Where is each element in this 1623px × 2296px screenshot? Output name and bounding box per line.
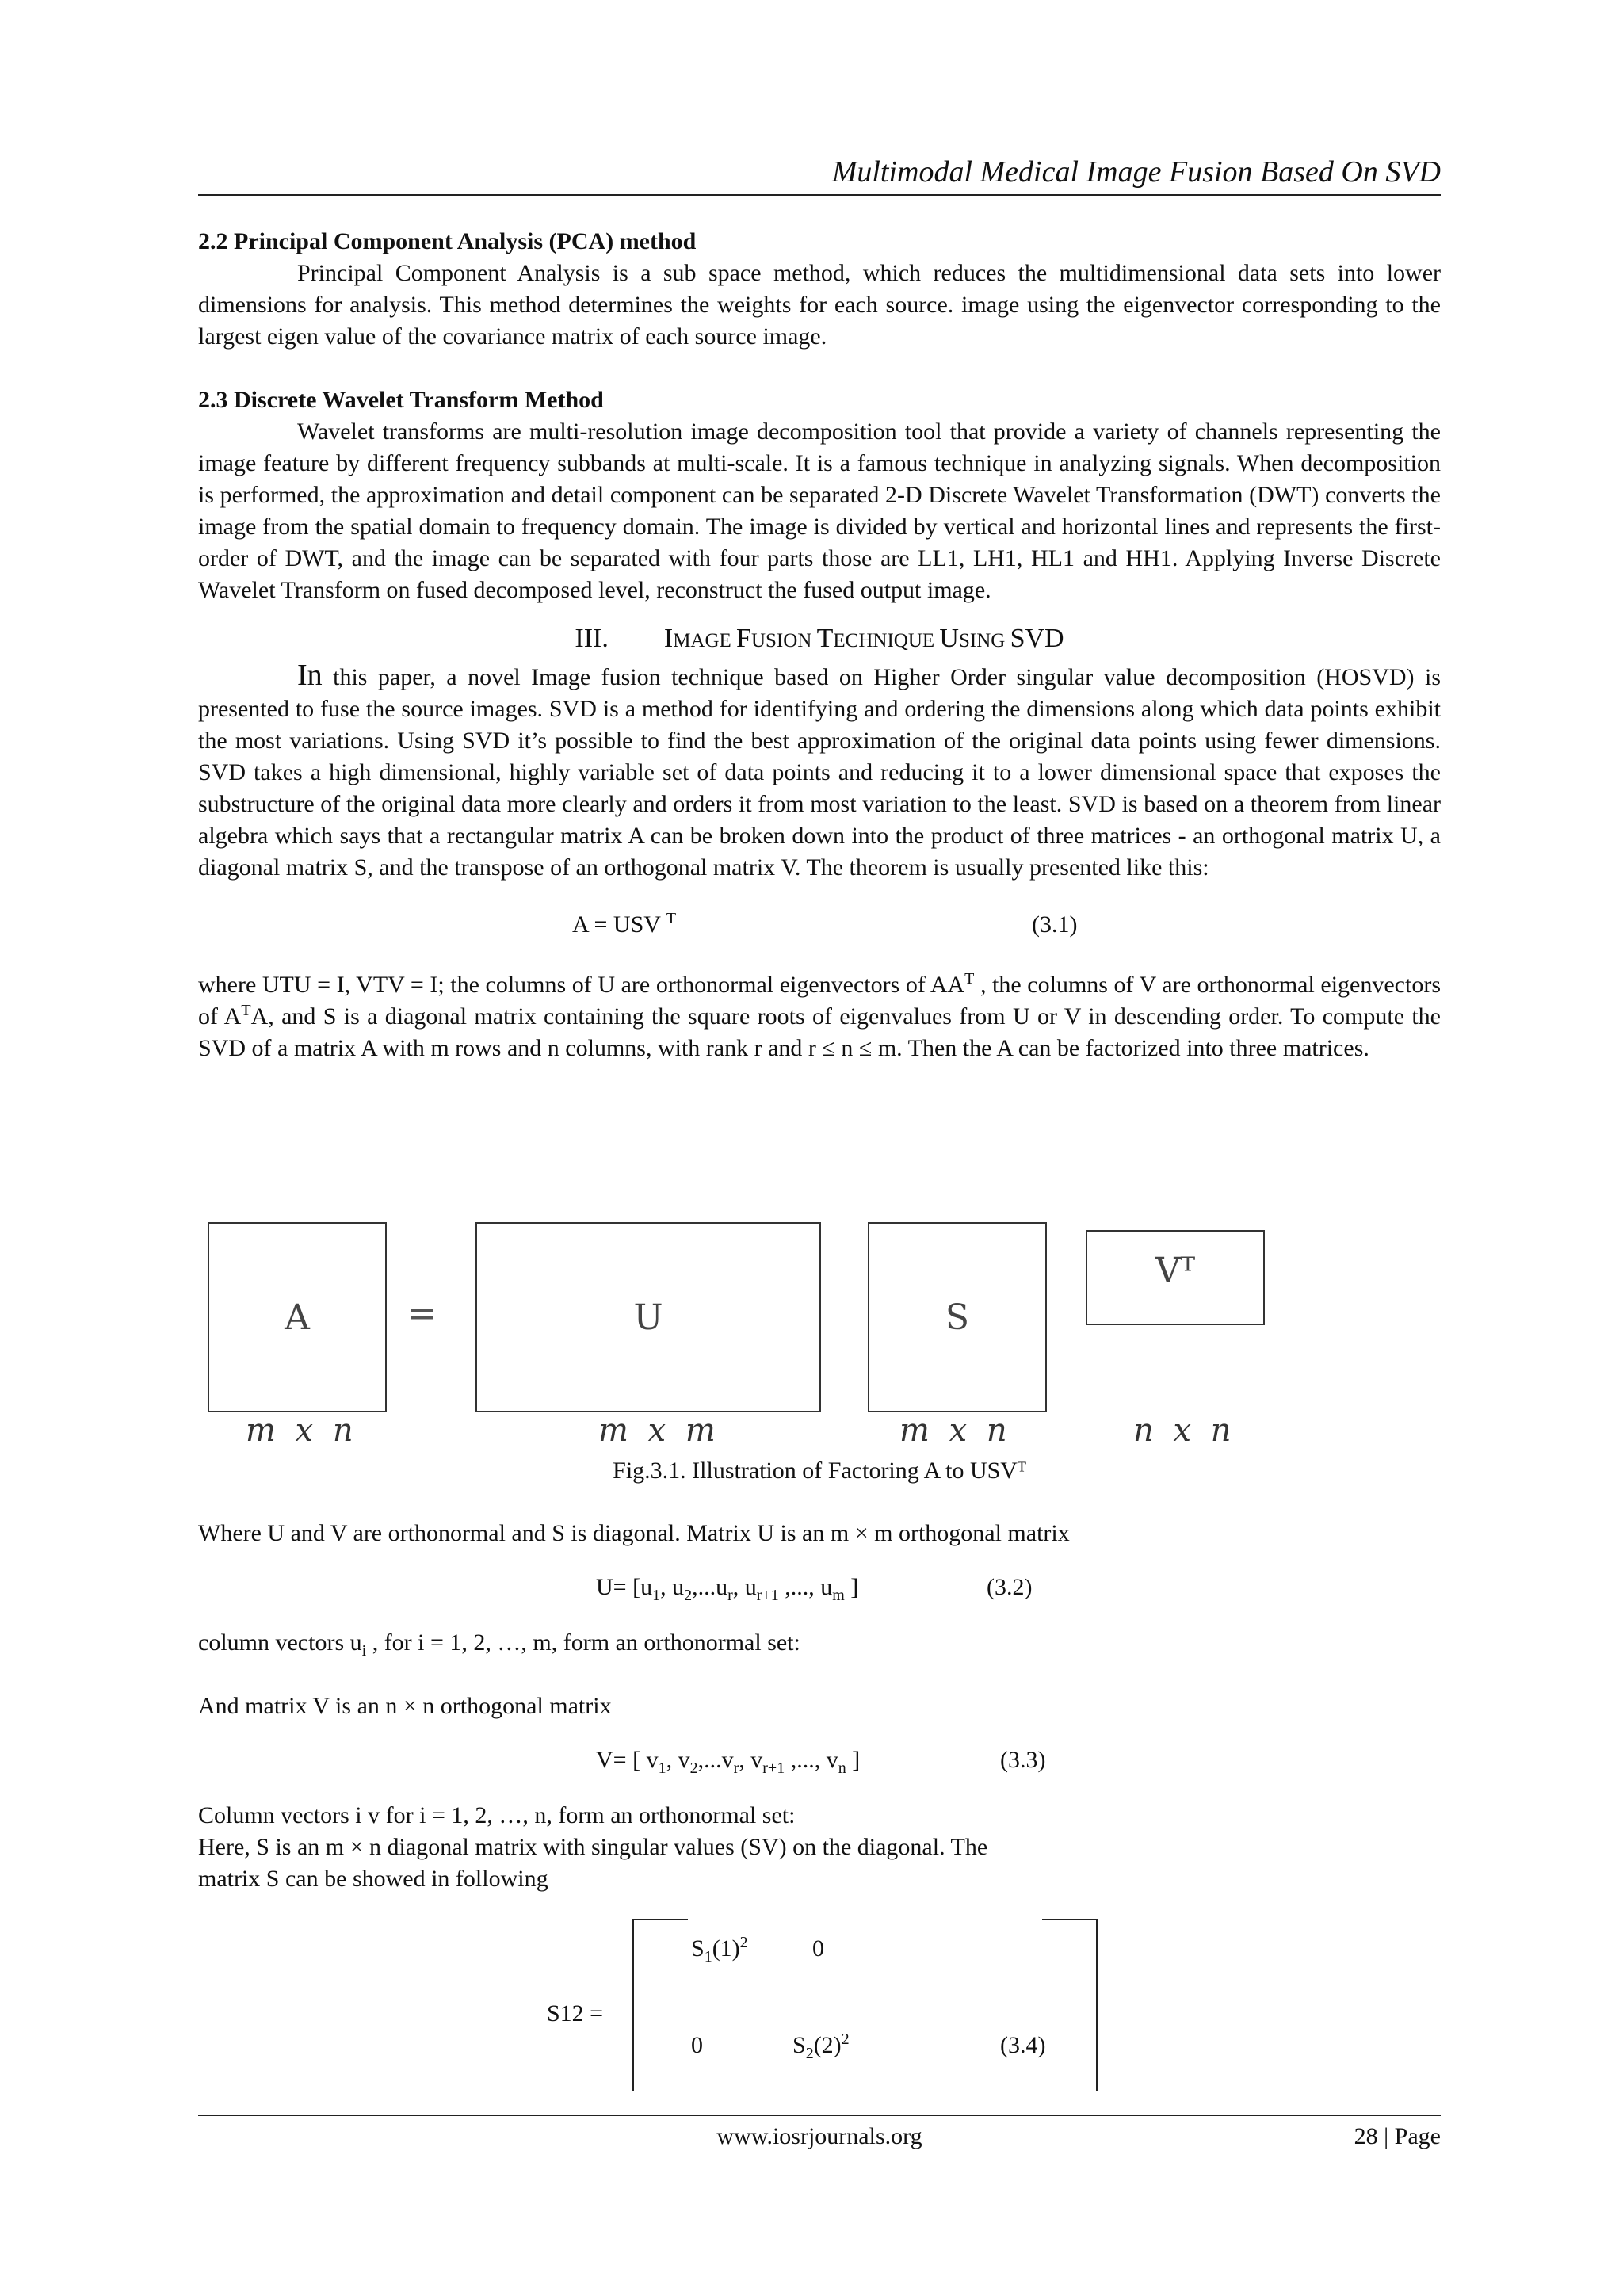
equation-number: (3.1) (1032, 911, 1078, 938)
matrix-cell-12: 0 (812, 1935, 824, 1962)
equals-sign: = (407, 1293, 437, 1334)
footer-rule (198, 2115, 1441, 2116)
section-2-3-paragraph: Wavelet transforms are multi-resolution image decomposition tool that provide a variety of channels representing the image feature by different frequency subbands at multi-scale. It is a famous technique in analyzing signals. When decomposition is performed, the approximation and detail component can be separated 2-D Discrete Wavelet Transformation (DWT) converts the image from the spatial domain to frequency domain. The image is divided by vertical and horizontal lines and represents the first-order of DWT, and the image can be separated with four parts those are LL1, LH1, HL1 and HH1. Applying Inverse Discrete Wavelet Transform on fused decomposed level, reconstruct the fused output image. (198, 418, 1441, 603)
uv-orthonormal-text: Where U and V are orthonormal and S is diagonal. Matrix U is an m × m orthogonal matrix (198, 1520, 1070, 1546)
equation-number: (3.3) (1000, 1747, 1046, 1773)
equation-3-3: V= [ $v_1$, $v_2,...v_r$, $v_{r+1}$ ,..., $v_n$ ] (3.3) (198, 1736, 1441, 1784)
section-2-2-heading: 2.2 Principal Component Analysis (PCA) method (198, 228, 697, 254)
column-vectors-u-text: column vectors $u_i$ , for i = 1, 2, …, m, form an orthonormal set: (198, 1629, 800, 1660)
matrix-cell-11: $S_1(1)^2$ (691, 1934, 748, 1966)
matrix-v-text: And matrix V is an n × n orthogonal matrix (198, 1693, 612, 1719)
matrix-cell-21: 0 (691, 2032, 703, 2058)
matrix-cell-22: $S_2(2)^2$ (792, 2030, 850, 2062)
matrix-s-box: S (868, 1222, 1047, 1412)
section-2-2-paragraph: Principal Component Analysis is a sub space method, which reduces the multidimensional data sets into lower dimensions for analysis. This method determines the weights for each source. image using the eigenvector corresponding to the largest eigen value of the covariance matrix of each source image. (198, 260, 1441, 350)
here-s-text: Here, S is an m × n diagonal matrix with singular values (SV) on the diagonal. The (198, 1834, 988, 1860)
matrix-right-bracket (1042, 1919, 1098, 2091)
equation-number: (3.4) (1000, 2032, 1046, 2058)
main-content (198, 226, 1441, 1064)
equation-3-1: A = USV $^T$ (3.1) (198, 901, 1441, 949)
dim-label-vt: n x n (1133, 1412, 1236, 1449)
equation-number: (3.2) (987, 1574, 1033, 1600)
equation-3-2: $U= [u_1$, $u_2,...u_r$, $u_{r+1}$ ,..., $u_m$ ] (3.2) (198, 1564, 1441, 1611)
dim-label-s: m x n (899, 1412, 1012, 1449)
dim-label-a: m x n (246, 1412, 358, 1449)
header-rule (198, 194, 1441, 196)
matrix-u-box: U (475, 1222, 821, 1412)
equation-3-4 (198, 1919, 1441, 2089)
column-vectors-v-text: Column vectors i v for i = 1, 2, …, n, form an orthonormal set: (198, 1802, 796, 1828)
section-3-number: III. (575, 624, 609, 653)
running-header: Multimodal Medical Image Fusion Based On SVD (831, 155, 1441, 189)
after-figure-content (198, 1518, 1441, 2089)
matrix-a-box: A (208, 1222, 387, 1412)
section-2-3-heading: 2.3 Discrete Wavelet Transform Method (198, 387, 604, 413)
figure-caption: Fig.3.1. Illustration of Factoring A to USVᵀ (613, 1457, 1026, 1484)
page-number: 28 | Page (1354, 2123, 1441, 2149)
factoring-diagram (198, 1205, 1308, 1466)
footer-website: www.iosrjournals.org (716, 2123, 922, 2149)
matrix-left-bracket (632, 1919, 688, 2091)
where-paragraph: where UTU = I, VTV = I; the columns of U are orthonormal eigenvectors of $AA^T$ , the columns of V are orthonormal eigenvectors of $A^TA$, and S is a diagonal matrix containing the square roots of eigenvalues from U or V in descending order. To compute the SVD of a matrix A with m rows and n columns, with rank r and r ≤ n ≤ m. Then the A can be factorized into three matrices. (198, 970, 1441, 1061)
matrix-s-text: matrix S can be showed in following (198, 1866, 548, 1892)
section-3-paragraph: In this paper, a novel Image fusion technique based on Higher Order singular value decomposition (HOSVD) is presented to fuse the source images. SVD is a method for identifying and ordering the dimensions along which data points exhibit the most variations. Using SVD it’s possible to find the best approximation of the original data points using fewer dimensions. SVD takes a high dimensional, highly variable set of data points and reducing it to a lower dimensional space that exposes the substructure of the original data more clearly and orders it from most variation to the least. SVD is based on a theorem from linear algebra which says that a rectangular matrix A can be broken down into the product of three matrices - an orthogonal matrix U, a diagonal matrix S, and the transpose of an orthogonal matrix V. The theorem is usually presented like this: (198, 659, 1441, 881)
matrix-vt-box: Vᵀ (1086, 1230, 1265, 1325)
dim-label-u: m x m (598, 1412, 720, 1449)
matrix-lhs: S12 = (547, 2000, 604, 2027)
section-3-heading: III. IMAGE FUSION TECHNIQUE USING SVD (575, 624, 1064, 653)
